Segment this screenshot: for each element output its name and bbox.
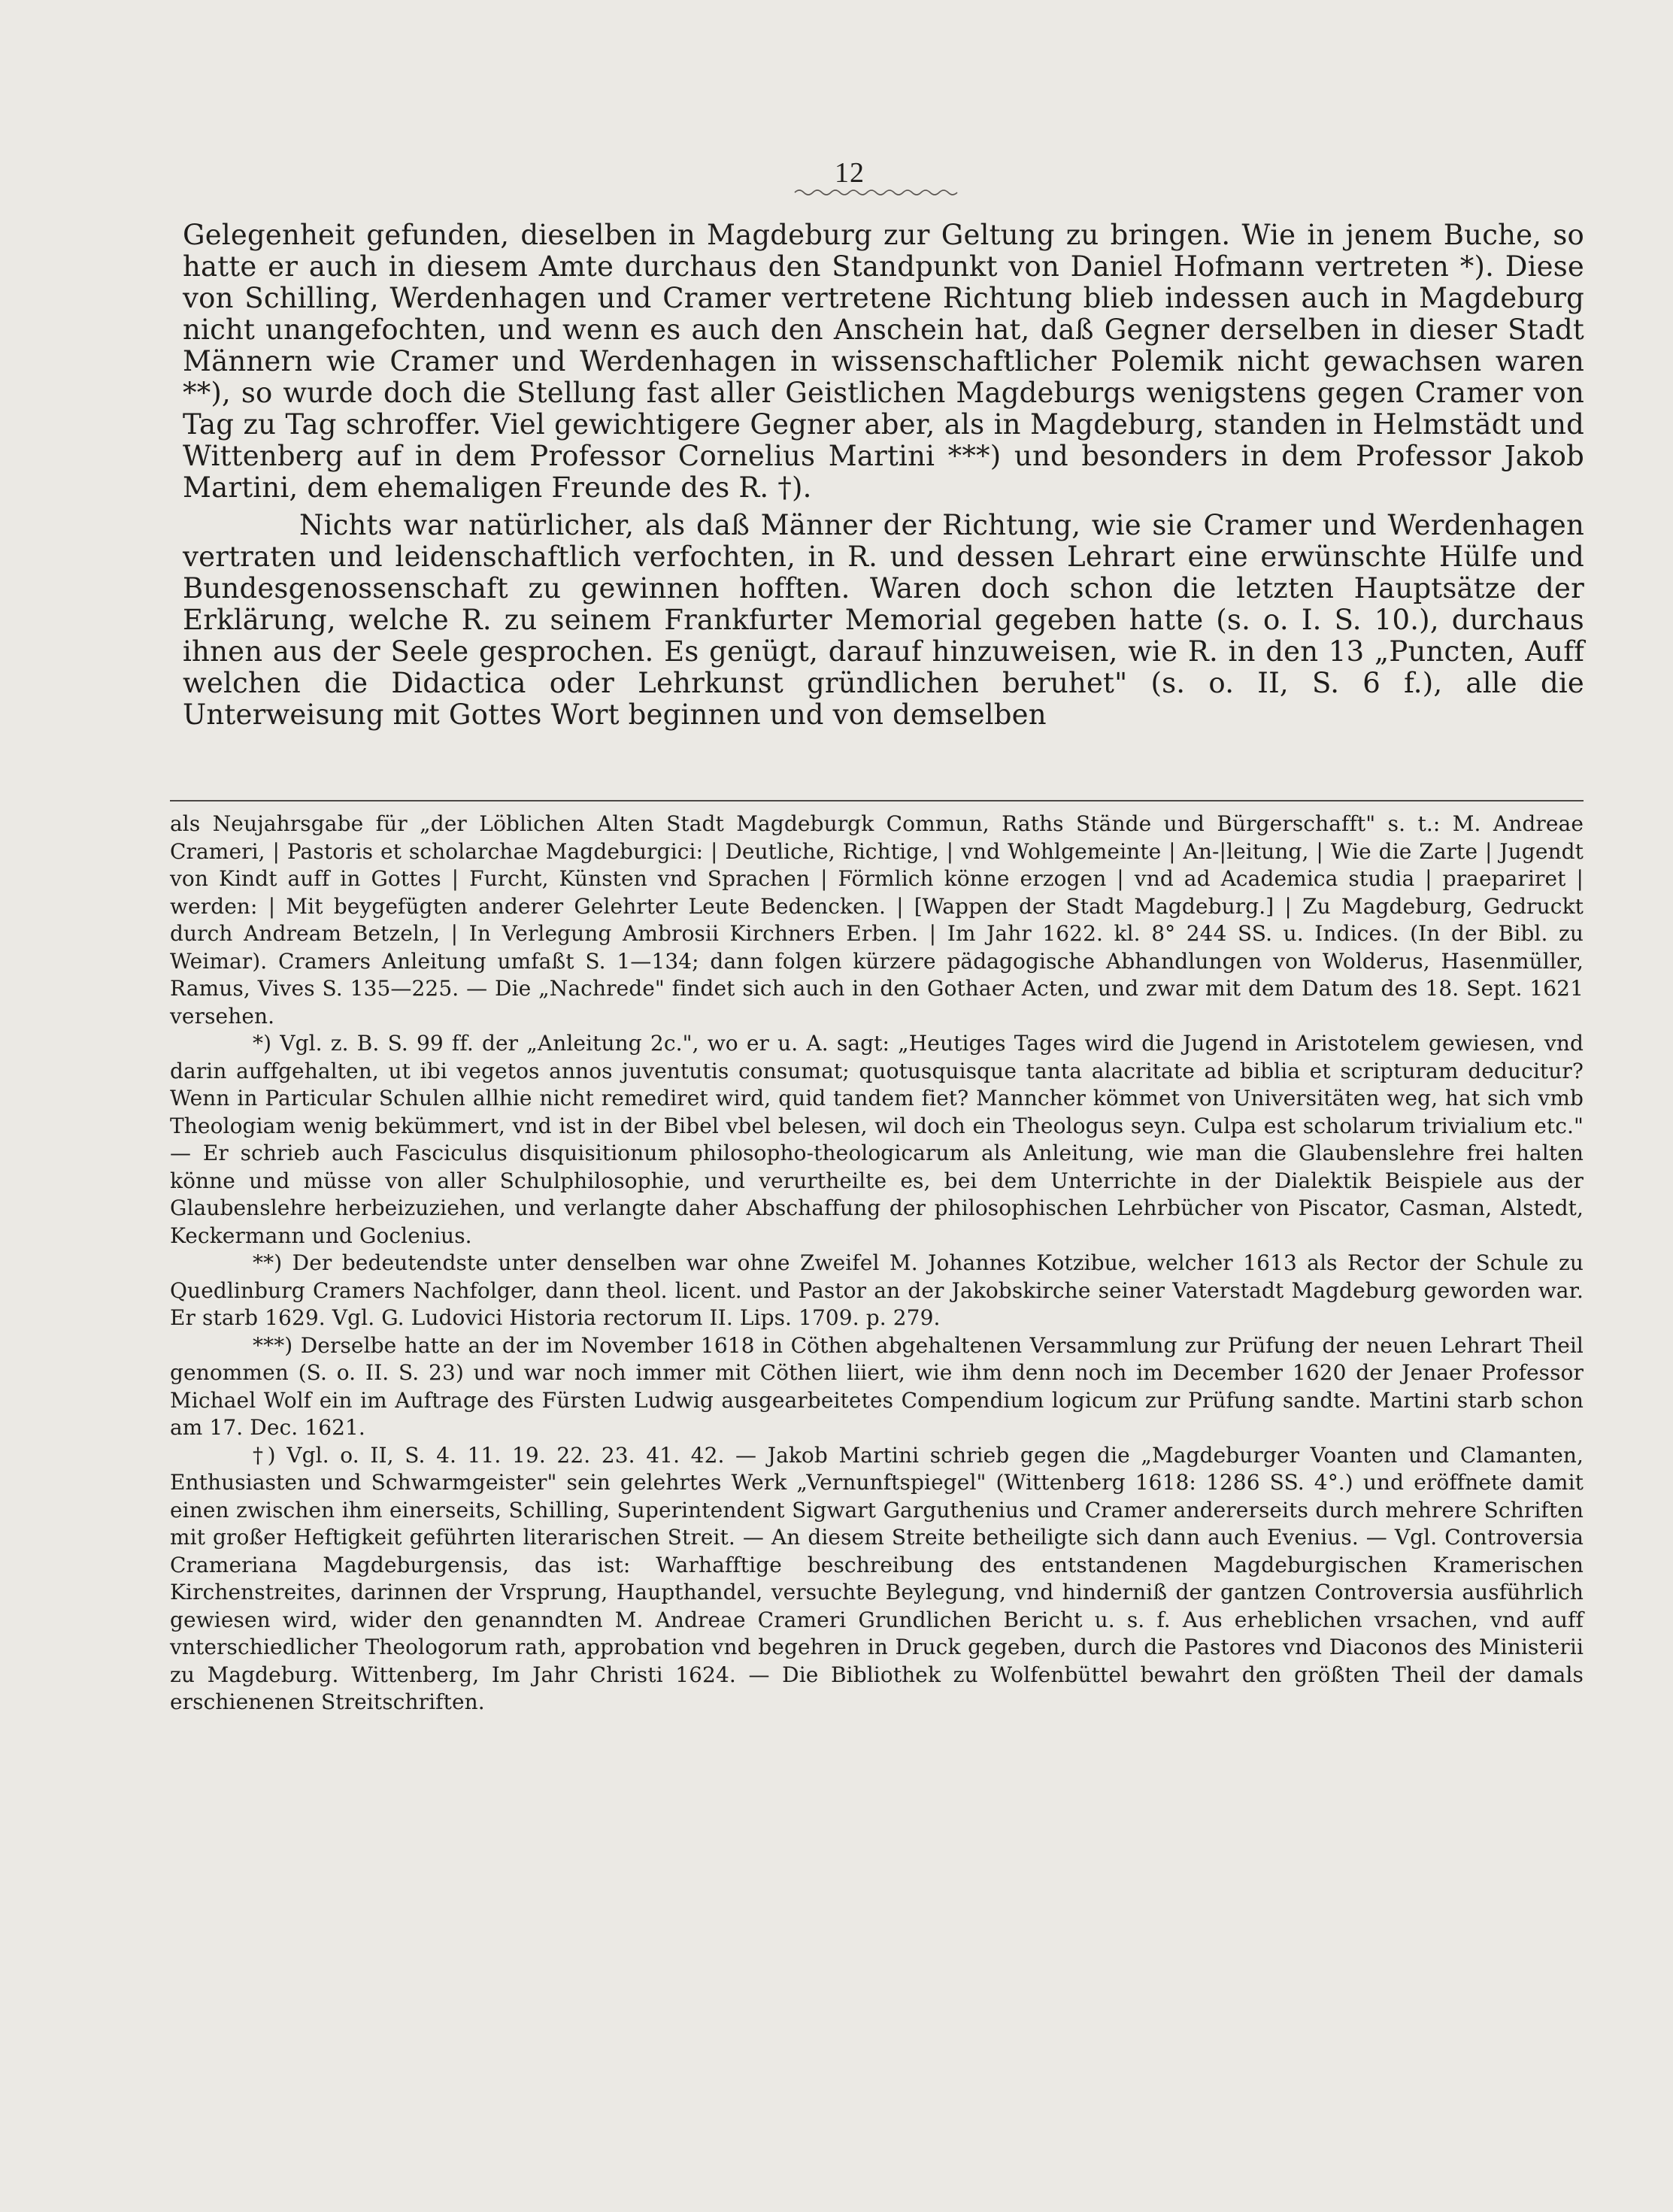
page-number: 12 bbox=[835, 157, 865, 189]
footnote-1: *) Vgl. z. B. S. 99 ff. der „Anleitung 2c.", wo er u. A. sagt: „Heutiges Tages wird die Jugend in Aristotelem gewiesen, vnd darin auffgehalten, ut ibi vegetos annos juventutis consumat; quotusquisque tanta alacritate ad biblia et scripturam deducitur? Wenn in Particular Schulen allhie nicht remediret wird, quid tandem fiet? Manncher kömmet von Universitäten weg, hat sich vmb Theologiam wenig bekümmert, vnd ist in der Bibel vbel belesen, wil doch ein Theologus seyn. Culpa est scholarum trivialium etc." — Er schrieb auch Fasciculus disquisitionum philosopho-theologicarum als Anleitung, wie man die Glaubenslehre frei halten könne und müsse von aller Schulphilosophie, und verurtheilte es, bei dem Unterrichte in der Dialektik Beispiele aus der Glaubenslehre herbeizuziehen, und verlangte daher Abschaffung der philosophischen Lehrbücher von Piscator, Casman, Alstedt, Keckermann und Goclenius. bbox=[170, 1031, 1584, 1248]
main-paragraph-2: Nichts war natürlicher, als daß Männer der Richtung, wie sie Cramer und Werdenhagen vertraten und leidenschaftlich verfochten, in R. und dessen Lehrart eine erwünschte Hülfe und Bundesgenossenschaft zu gewinnen hofften. Waren doch schon die letzten Hauptsätze der Erklärung, welche R. zu seinem Frankfurter Memorial gegeben hatte (s. o. I. S. 10.), durchaus ihnen aus der Seele gesprochen. Es genügt, darauf hinzuweisen, wie R. in den 13 „Puncten, Auff welchen die Didactica oder Lehrkunst gründlichen beruhet" (s. o. II, S. 6 f.), alle die Unterweisung mit Gottes Wort beginnen und von demselben bbox=[183, 509, 1584, 731]
footnote-3: ***) Derselbe hatte an der im November 1618 in Cöthen abgehaltenen Versammlung zur Prüfung der neuen Lehrart Theil genommen (S. o. II. S. 23) und war noch immer mit Cöthen liiert, wie ihm denn noch im December 1620 der Jenaer Professor Michael Wolf ein im Auftrage des Fürsten Ludwig ausgearbeitetes Compendium logicum zur Prüfung sandte. Martini starb schon am 17. Dec. 1621. bbox=[170, 1332, 1584, 1440]
footnote-2: **) Der bedeutendste unter denselben war ohne Zweifel M. Johannes Kotzibue, welcher 1613 als Rector der Schule zu Quedlinburg Cramers Nachfolger, dann theol. licent. und Pastor an der Jakobskirche seiner Vaterstadt Magdeburg geworden war. Er starb 1629. Vgl. G. Ludovici Historia rectorum II. Lips. 1709. p. 279. bbox=[170, 1250, 1584, 1330]
footnote-separator bbox=[170, 800, 1584, 801]
footnote-4: †) Vgl. o. II, S. 4. 11. 19. 22. 23. 41. 42. — Jakob Martini schrieb gegen die „Magdeburger Voanten und Clamanten, Enthusiasten und Schwarmgeister" sein gelehrtes Werk „Vernunftspiegel" (Wittenberg 1618: 1286 SS. 4°.) und eröffnete damit einen zwischen ihm einerseits, Schilling, Superintendent Sigwart Garguthenius und Cramer andererseits durch mehrere Schriften mit großer Heftigkeit geführten literarischen Streit. — An diesem Streite betheiligte sich dann auch Evenius. — Vgl. Controversia Crameriana Magdeburgensis, das ist: Warhafftige beschreibung des entstandenen Magdeburgischen Kramerischen Kirchenstreites, darinnen der Vrsprung, Haupthandel, versuchte Beylegung, vnd hinderniß der gantzen Controversia ausführlich gewiesen wird, wider den genanndten M. Andreae Crameri Grundlichen Bericht u. s. f. Aus erheblichen vrsachen, vnd auff vnterschiedlicher Theologorum rath, approbation vnd begehren in Druck gegeben, durch die Pastores vnd Diaconos des Ministerii zu Magdeburg. Wittenberg, Im Jahr Christi 1624. — Die Bibliothek zu Wolfenbüttel bewahrt den größten Theil der damals erschienenen Streitschriften. bbox=[170, 1442, 1584, 1714]
footnote-continuation: als Neujahrsgabe für „der Löblichen Alten Stadt Magdeburgk Commun, Raths Stände und Bürgerschafft" s. t.: M. Andreae Crameri, | Pastoris et scholarchae Magdeburgici: | Deutliche, Richtige, | vnd Wohlgemeinte | An-|leitung, | Wie die Zarte | Jugendt von Kindt auff in Gottes | Furcht, Künsten vnd Sprachen | Förmlich könne erzogen | vnd ad Academica studia | praepariret | werden: | Mit beygefügten anderer Gelehrter Leute Bedencken. | [Wappen der Stadt Magdeburg.] | Zu Magdeburg, Gedruckt durch Andream Betzeln, | In Verlegung Ambrosii Kirchners Erben. | Im Jahr 1622. kl. 8° 244 SS. u. Indices. (In der Bibl. zu Weimar). Cramers Anleitung umfaßt S. 1—134; dann folgen kürzere pädagogische Abhandlungen von Wolderus, Hasenmüller, Ramus, Vives S. 135—225. — Die „Nachrede" findet sich auch in den Gothaer Acten, und zwar mit dem Datum des 18. Sept. 1621 versehen. bbox=[170, 811, 1584, 1029]
main-text bbox=[183, 220, 1584, 737]
wavy-ornament bbox=[793, 185, 959, 200]
main-paragraph-1: Gelegenheit gefunden, dieselben in Magdeburg zur Geltung zu bringen. Wie in jenem Buche, so hatte er auch in diesem Amte durchaus den Standpunkt von Daniel Hofmann vertreten *). Diese von Schilling, Werdenhagen und Cramer vertretene Richtung blieb indessen auch in Magdeburg nicht unangefochten, und wenn es auch den Anschein hat, daß Gegner derselben in dieser Stadt Männern wie Cramer und Werdenhagen in wissenschaftlicher Polemik nicht gewachsen waren **), so wurde doch die Stellung fast aller Geistlichen Magdeburgs wenigstens gegen Cramer von Tag zu Tag schroffer. Viel gewichtigere Gegner aber, als in Magdeburg, standen in Helmstädt und Wittenberg auf in dem Professor Cornelius Martini ***) und besonders in dem Professor Jakob Martini, dem ehemaligen Freunde des R. †). bbox=[183, 219, 1584, 504]
footnotes bbox=[170, 811, 1584, 1717]
